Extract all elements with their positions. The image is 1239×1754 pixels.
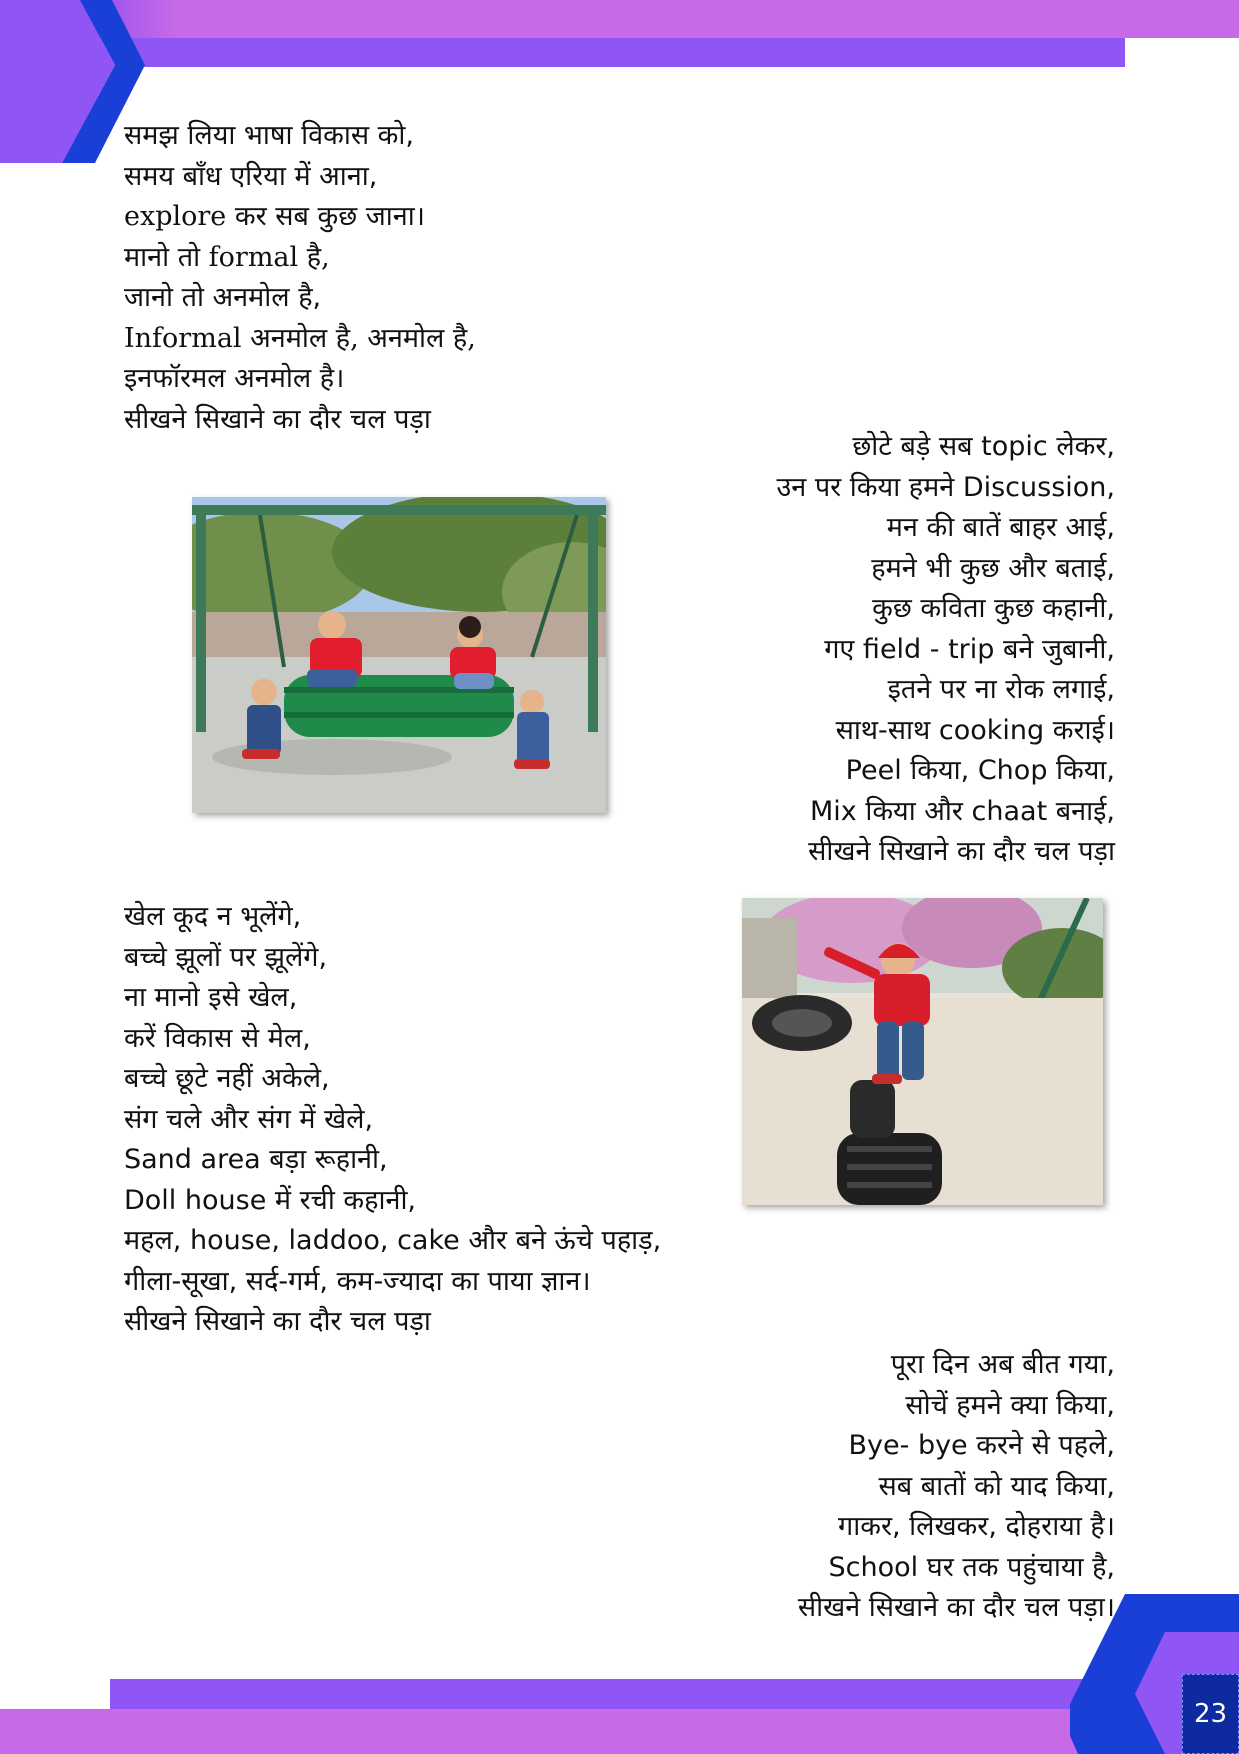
poem-line: उन पर किया हमने Discussion,	[776, 471, 1115, 503]
poem-line: मानो तो formal है,	[124, 241, 330, 273]
poem-line: Mix किया और chaat बनाई,	[809, 795, 1115, 827]
poem-line: हमने भी कुछ और बताई,	[871, 552, 1115, 584]
poem-line: बच्चे झूलों पर झूलेंगे,	[124, 941, 328, 973]
poem-line: explore कर सब कुछ जाना।	[124, 201, 425, 232]
poem-line: समय बाँध एरिया में आना,	[124, 160, 378, 192]
poem-line: संग चले और संग में खेले,	[124, 1103, 374, 1135]
poem-line: सीखने सिखाने का दौर चल पड़ा	[124, 403, 431, 435]
poem-line: महल, house, laddoo, cake और बने ऊंचे पहाड़,	[124, 1225, 662, 1256]
poem-line: Doll house में रची कहानी,	[124, 1184, 417, 1216]
poem-line: गए field - trip बने जुबानी,	[824, 633, 1115, 665]
swing-photo-art	[192, 497, 606, 813]
poem-line: इनफॉरमल अनमोल है।	[124, 363, 345, 394]
poem-line: साथ-साथ cooking कराई।	[835, 714, 1115, 746]
top-decor-band	[0, 0, 1239, 38]
poem-line: बच्चे छूटे नहीं अकेले,	[124, 1063, 330, 1094]
poem-line: सोचें हमने क्या किया,	[905, 1389, 1115, 1421]
sand-area-photo	[742, 898, 1103, 1205]
poem-line: गीला-सूखा, सर्द-गर्म, कम-ज्यादा का पाया ज्ञान।	[124, 1265, 591, 1297]
poem-line: इतने पर ना रोक लगाई,	[887, 674, 1115, 705]
poem-line: मन की बातें बाहर आई,	[886, 512, 1115, 543]
poem-line: सीखने सिखाने का दौर चल पड़ा।	[797, 1592, 1115, 1623]
poem-line: ना मानो इसे खेल,	[124, 982, 298, 1013]
poem-line: Peel किया, Chop किया,	[845, 755, 1115, 786]
poem-line: कुछ कविता कुछ कहानी,	[872, 593, 1115, 624]
poem-line: Informal अनमोल है, अनमोल है,	[124, 322, 476, 354]
poem-line: जानो तो अनमोल है,	[124, 282, 322, 313]
poem-line: पूरा दिन अब बीत गया,	[890, 1349, 1115, 1380]
poem-line: सीखने सिखाने का दौर चल पड़ा	[124, 1306, 431, 1337]
poem-line: छोटे बड़े सब topic लेकर,	[852, 431, 1115, 462]
poem-line: सीखने सिखाने का दौर चल पड़ा	[808, 836, 1115, 867]
page-number: 23	[1182, 1674, 1239, 1754]
poem-line: करें विकास से मेल,	[124, 1022, 311, 1054]
poem-line: खेल कूद न भूलेंगे,	[124, 901, 302, 932]
poem-line: Bye- bye करने से पहले,	[848, 1430, 1115, 1461]
bottom-decor-bar	[110, 1679, 1110, 1709]
sand-area-photo-art	[742, 898, 1103, 1205]
poem-line: समझ लिया भाषा विकास को,	[124, 120, 414, 151]
poem-line: School घर तक पहुंचाया है,	[828, 1551, 1115, 1583]
swing-photo	[192, 497, 606, 813]
poem-line: Sand area बड़ा रूहानी,	[124, 1144, 388, 1175]
stanza-1	[124, 116, 476, 440]
stanza-2	[776, 427, 1115, 873]
stanza-4	[798, 1345, 1115, 1629]
bottom-decor-band	[0, 1709, 1239, 1754]
top-decor-bar	[130, 38, 1125, 67]
poem-line: सब बातों को याद किया,	[878, 1470, 1115, 1502]
poem-line: गाकर, लिखकर, दोहराया है।	[838, 1511, 1115, 1542]
stanza-3	[124, 897, 661, 1343]
